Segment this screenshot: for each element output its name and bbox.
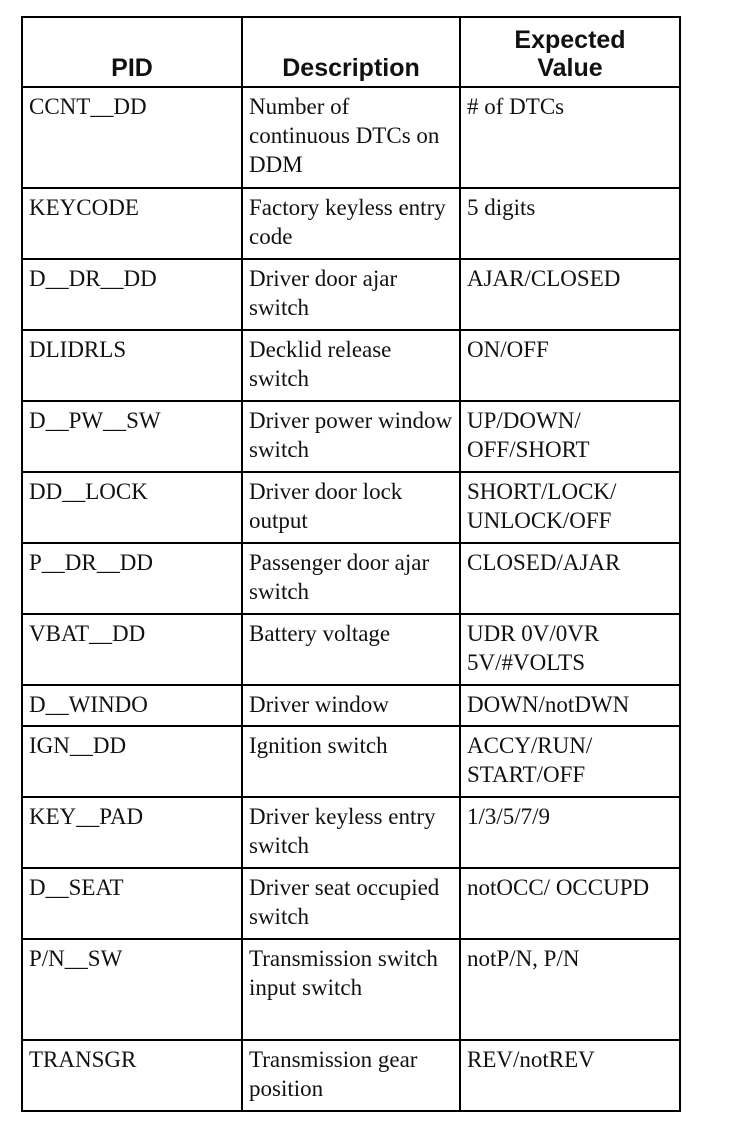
header-pid: PID [22,17,242,87]
description-cell: Driver window [242,685,460,726]
value-cell: UP/DOWN/ OFF/SHORT [460,401,680,472]
pid-table [21,16,681,1112]
value-cell: 5 digits [460,188,680,259]
table-row [22,939,680,1040]
value-cell: notP/N, P/N [460,939,680,1040]
pid-cell: DD__LOCK [22,472,242,543]
table-row [22,726,680,797]
pid-cell: CCNT__DD [22,87,242,188]
description-cell: Battery voltage [242,614,460,685]
table-row [22,87,680,188]
pid-cell: P/N__SW [22,939,242,1040]
header-expected-value-text: Expected Value [514,26,626,82]
value-cell: notOCC/ OCCUPD [460,868,680,939]
description-cell: Driver door lock output [242,472,460,543]
header-row [22,17,680,87]
value-cell: UDR 0V/0VR 5V/#VOLTS [460,614,680,685]
pid-cell: D__PW__SW [22,401,242,472]
table-row [22,868,680,939]
pid-cell: VBAT__DD [22,614,242,685]
pid-cell: KEYCODE [22,188,242,259]
pid-cell: KEY__PAD [22,797,242,868]
table-row [22,188,680,259]
pid-cell: D__WINDO [22,685,242,726]
description-cell: Driver power window switch [242,401,460,472]
table-row [22,685,680,726]
pid-cell: D__DR__DD [22,259,242,330]
table-row [22,472,680,543]
table-row [22,543,680,614]
table-body [22,87,680,1111]
description-cell: Decklid release switch [242,330,460,401]
value-cell: # of DTCs [460,87,680,188]
value-cell: DOWN/notDWN [460,685,680,726]
description-cell: Transmission switch input switch [242,939,460,1040]
description-cell: Driver keyless entry switch [242,797,460,868]
pid-cell: DLIDRLS [22,330,242,401]
description-cell: Number of continuous DTCs on DDM [242,87,460,188]
value-cell: ON/OFF [460,330,680,401]
pid-cell: P__DR__DD [22,543,242,614]
value-cell: REV/notREV [460,1040,680,1111]
value-cell: SHORT/LOCK/ UNLOCK/OFF [460,472,680,543]
description-cell: Factory keyless entry code [242,188,460,259]
pid-cell: D__SEAT [22,868,242,939]
value-cell: ACCY/RUN/ START/OFF [460,726,680,797]
table-row [22,614,680,685]
header-description: Description [242,17,460,87]
header-expected-value [460,17,680,87]
table-row [22,401,680,472]
table-row [22,1040,680,1111]
description-cell: Ignition switch [242,726,460,797]
value-cell: AJAR/CLOSED [460,259,680,330]
description-cell: Passenger door ajar switch [242,543,460,614]
table-row [22,259,680,330]
description-cell: Transmission gear position [242,1040,460,1111]
value-cell: 1/3/5/7/9 [460,797,680,868]
description-cell: Driver seat occupied switch [242,868,460,939]
table-row [22,797,680,868]
pid-cell: TRANSGR [22,1040,242,1111]
value-cell: CLOSED/AJAR [460,543,680,614]
pid-cell: IGN__DD [22,726,242,797]
description-cell: Driver door ajar switch [242,259,460,330]
table-row [22,330,680,401]
